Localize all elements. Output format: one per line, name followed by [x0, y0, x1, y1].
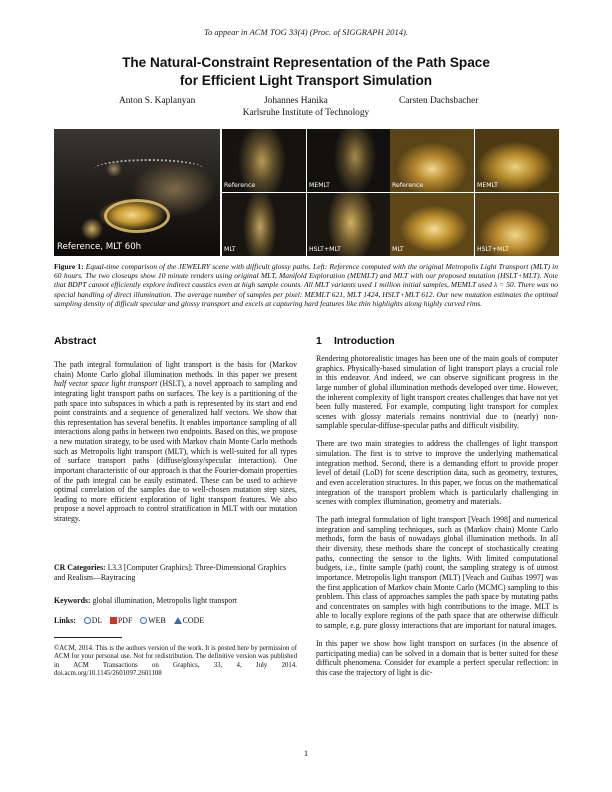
closeup1-reference-image	[222, 129, 306, 192]
intro-paragraph-1: Rendering photorealistic images has been one of the main goals of computer graphics. Physically-based simulation of light transport plays a crucial role in this endeavor. And indeed, we can observe significant progress in the large number of global illumination methods developed over time. However, the inherent complexity of light transport creates challenges that have not yet been fully mastered. For example, computing light transport for complex scenes with glossy materials remains nontrivial due to (nearly) non-samplable specular-diffuse-specular paths and difficult visibility.	[316, 354, 558, 431]
code-link[interactable]: CODE	[174, 616, 204, 625]
intro-paragraph-3: The path integral formulation of light transport [Veach 1998] and numerical integration and sampling techniques, such as (Markov chain) Monte Carlo methods, form the basis of nowadays global illumination methods. In all their diversity, these methods share the concept of stochastically creating paths, connecting the sensor to the lights. With limited computational budgets, i.e., finite sample (path) count, the sampling strategy is of utmost importance. Metropolis light transport (MLT) [Veach and Guibas 1997] was the first application of Markov chain Monte Carlo (MCMC) sampling to this problem. This class of approaches samples the path space by mutating paths and concentrates on samples with high contributions to the image. MLT is able to locally explore regions of the path space that are otherwise difficult to sample, e.g. pure glossy interactions that are important for natural images.	[316, 515, 558, 631]
intro-body	[316, 354, 558, 686]
hslt-term: half vector space light transport	[54, 379, 158, 389]
paper-title	[0, 54, 612, 89]
intro-paragraph-4: In this paper we show how light transport on surfaces (in the absence of participating media) can be solved in a domain that is better suited for these difficult phenomena. Consider for example a perfect specular reflection: in this case the trajectory of light is dic-	[316, 639, 558, 677]
closeup2-hslt-image	[475, 193, 559, 256]
cr-categories-label: CR Categories:	[54, 563, 106, 572]
links-row	[54, 616, 297, 626]
web-link[interactable]: WEB	[140, 616, 165, 625]
dl-icon	[84, 617, 91, 624]
pdf-link[interactable]: PDF	[110, 616, 132, 625]
caption-label: Figure 1:	[54, 262, 84, 271]
keywords	[54, 596, 297, 606]
closeup2-label-hslt: HSLT+MLT	[477, 246, 509, 253]
author-2: Johannes Hanika	[264, 96, 328, 106]
links-label: Links:	[54, 616, 76, 625]
author-1: Anton S. Kaplanyan	[119, 96, 196, 106]
closeup2-label-mlt: MLT	[392, 246, 404, 253]
closeup1-hslt-image	[307, 193, 391, 256]
closeup2-label-memlt: MEMLT	[477, 182, 498, 189]
closeup1-label-reference: Reference	[224, 182, 256, 189]
figure-caption	[54, 262, 558, 308]
copyright-footnote: ©ACM, 2014. This is the authors version of the work. It is posted here by permission of ACM for your personal use. Not for redistribution. The definitive version was published in ACM Transactions on Graphics, 33, 4, July 2014. doi.acm.org/10.1145/2601097.2601108	[54, 645, 297, 678]
title-line-1: The Natural-Constraint Representation of the Path Space	[122, 55, 490, 70]
code-icon	[174, 617, 182, 624]
closeup1-label-mlt: MLT	[224, 246, 236, 253]
abstract-body	[54, 360, 297, 532]
caption-text: Equal-time comparison of the JEWELRY scene with difficult glossy paths. Left: Reference computed with the original Metropolis Light Transport (MLT) in 60 hours. The two closeups show 10 minute renders using original MLT, Manifold Exploration (MEMLT) and MLT with our proposed mutation (HSLT+MLT). Note that BDPT cannot efficiently explore indirect caustics even at high sample counts. All MLT variants used 1 million initial samples, MEMLT used λ = 50. There was no special handling of direct illumination. The average number of samples per pixel: MEMLT 621, MLT 1424, HSLT+MLT 612. Our new mutation estimates the optimal sampling density of difficult specular and glossy transport and excels at capturing hard features like thin highlights along highly curved rims.	[54, 262, 558, 308]
author-3: Carsten Dachsbacher	[399, 96, 479, 106]
cr-categories-text: I.3.3 [Computer Graphics]: Three-Dimensional Graphics and Realism—Raytracing	[54, 563, 287, 582]
closeup1-label-memlt: MEMLT	[309, 182, 330, 189]
reference-render-image	[54, 129, 220, 256]
page-number: 1	[303, 748, 309, 758]
closeup2-reference-image	[390, 129, 474, 192]
dl-link[interactable]: DL	[84, 616, 102, 625]
intro-heading	[316, 336, 395, 347]
footnote-rule	[54, 637, 122, 638]
intro-section-title: Introduction	[334, 336, 395, 347]
intro-section-number: 1	[316, 336, 322, 347]
cr-categories	[54, 563, 297, 582]
affiliation: Karlsruhe Institute of Technology	[242, 108, 370, 118]
web-icon	[140, 617, 147, 624]
main-render-label: Reference, MLT 60h	[57, 242, 142, 252]
intro-paragraph-2: There are two main strategies to address the challenges of light transport simulation. The first is to strive to improve the underlying mathematical integration method. Second, there is a demanding effort to provide proper level of detail (LoD) for scene description data, such as geometry, textures, and even acceleration structures. In this paper, we focus on the mathematical integration of the transport problem which is particularly challenging in scenes with complex illumination, geometry and materials.	[316, 439, 558, 507]
abstract-heading: Abstract	[54, 336, 97, 347]
abstract-paragraph: The path integral formulation of light transport is the basis for (Markov chain) Monte Carlo global illumination methods. In this paper we present half vector space light transport (HSLT), a novel approach to sampling and integrating light transport paths on surfaces. The key is a partitioning of the path space into subspaces in which a path is represented by its start and end point constraints and a sequence of generalized half vectors. We show that this representation has several benefits. It enables importance sampling of all interactions along paths in between two endpoints. Based on this, we propose a new mutation strategy, to be used with Markov chain Monte Carlo methods such as Metropolis light transport (MLT), which is well-suited for all types of surface transport paths (diffuse/glossy/specular interaction). One important characteristic of our approach is that the Fourier-domain properties of the path integral can be easily estimated. These can be used to achieve optimal correlation of the samples due to well-chosen mutation step sizes, leading to more efficient exploration of light transport features. We also propose a novel approach to control stratification in MLT with our mutation strategy.	[54, 360, 297, 523]
closeup2-mlt-image	[390, 193, 474, 256]
closeup1-label-hslt: HSLT+MLT	[309, 246, 341, 253]
closeup2-memlt-image	[475, 129, 559, 192]
keywords-text: global illumination, Metropolis light transport	[92, 596, 238, 605]
closeup2-label-reference: Reference	[392, 182, 424, 189]
teaser-figure	[54, 129, 558, 256]
keywords-label: Keywords:	[54, 596, 91, 605]
pdf-icon	[110, 617, 117, 624]
closeup1-memlt-image	[307, 129, 391, 192]
title-line-2: for Efficient Light Transport Simulation	[179, 72, 433, 88]
closeup1-mlt-image	[222, 193, 306, 256]
running-head: To appear in ACM TOG 33(4) (Proc. of SIGGRAPH 2014).	[203, 27, 409, 37]
